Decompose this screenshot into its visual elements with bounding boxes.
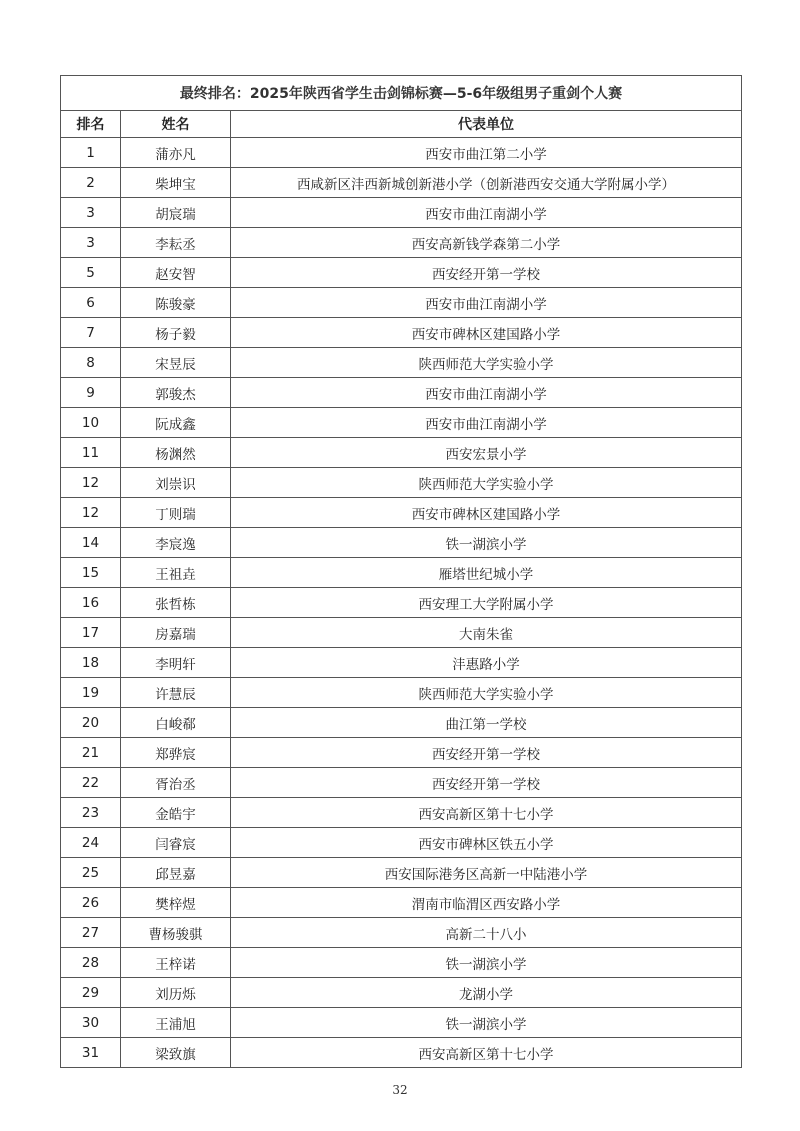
table-row <box>61 648 742 678</box>
table-row <box>61 708 742 738</box>
unit-cell: 西安国际港务区高新一中陆港小学 <box>231 858 742 888</box>
table-header-row <box>61 111 742 138</box>
unit-cell: 西安高新钱学森第二小学 <box>231 228 742 258</box>
name-cell: 金皓宇 <box>121 798 231 828</box>
name-cell: 梁致旗 <box>121 1038 231 1068</box>
table-row <box>61 828 742 858</box>
unit-cell: 陕西师范大学实验小学 <box>231 678 742 708</box>
table-row <box>61 438 742 468</box>
rank-cell: 31 <box>61 1038 121 1068</box>
name-cell: 李明轩 <box>121 648 231 678</box>
unit-cell: 西安宏景小学 <box>231 438 742 468</box>
unit-cell: 西安市曲江南湖小学 <box>231 378 742 408</box>
rank-cell: 24 <box>61 828 121 858</box>
unit-cell: 西安高新区第十七小学 <box>231 1038 742 1068</box>
rank-cell: 23 <box>61 798 121 828</box>
rank-cell: 20 <box>61 708 121 738</box>
unit-cell: 西安市曲江第二小学 <box>231 138 742 168</box>
rank-cell: 14 <box>61 528 121 558</box>
unit-cell: 铁一湖滨小学 <box>231 528 742 558</box>
header-name: 姓名 <box>121 111 231 138</box>
table-row <box>61 618 742 648</box>
unit-cell: 龙湖小学 <box>231 978 742 1008</box>
name-cell: 胥治丞 <box>121 768 231 798</box>
rank-cell: 22 <box>61 768 121 798</box>
unit-cell: 西安市曲江南湖小学 <box>231 288 742 318</box>
rank-cell: 30 <box>61 1008 121 1038</box>
rank-cell: 19 <box>61 678 121 708</box>
table-row <box>61 678 742 708</box>
name-cell: 杨渊然 <box>121 438 231 468</box>
table-title-row <box>61 76 742 111</box>
name-cell: 郑骅宸 <box>121 738 231 768</box>
name-cell: 胡宸瑞 <box>121 198 231 228</box>
rank-cell: 27 <box>61 918 121 948</box>
name-cell: 柴坤宝 <box>121 168 231 198</box>
table-row <box>61 468 742 498</box>
name-cell: 丁则瑞 <box>121 498 231 528</box>
rank-cell: 29 <box>61 978 121 1008</box>
unit-cell: 陕西师范大学实验小学 <box>231 348 742 378</box>
unit-cell: 曲江第一学校 <box>231 708 742 738</box>
name-cell: 赵安智 <box>121 258 231 288</box>
table-row <box>61 198 742 228</box>
name-cell: 蒲亦凡 <box>121 138 231 168</box>
rank-cell: 3 <box>61 228 121 258</box>
rank-cell: 5 <box>61 258 121 288</box>
table-row <box>61 858 742 888</box>
table-title: 最终排名：2025年陕西省学生击剑锦标赛—5-6年级组男子重剑个人赛 <box>61 76 742 111</box>
table-row <box>61 168 742 198</box>
table-row <box>61 768 742 798</box>
unit-cell: 高新二十八小 <box>231 918 742 948</box>
name-cell: 白峻郗 <box>121 708 231 738</box>
unit-cell: 铁一湖滨小学 <box>231 1008 742 1038</box>
page-number: 32 <box>392 1083 408 1097</box>
unit-cell: 大南朱雀 <box>231 618 742 648</box>
unit-cell: 西安市曲江南湖小学 <box>231 198 742 228</box>
name-cell: 刘历烁 <box>121 978 231 1008</box>
unit-cell: 西安经开第一学校 <box>231 768 742 798</box>
name-cell: 陈骏豪 <box>121 288 231 318</box>
table-row <box>61 348 742 378</box>
header-rank: 排名 <box>61 111 121 138</box>
unit-cell: 沣惠路小学 <box>231 648 742 678</box>
table-row <box>61 978 742 1008</box>
rank-cell: 11 <box>61 438 121 468</box>
unit-cell: 铁一湖滨小学 <box>231 948 742 978</box>
unit-cell: 西安理工大学附属小学 <box>231 588 742 618</box>
rank-cell: 28 <box>61 948 121 978</box>
unit-cell: 西安经开第一学校 <box>231 738 742 768</box>
unit-cell: 西安市碑林区建国路小学 <box>231 318 742 348</box>
name-cell: 王浦旭 <box>121 1008 231 1038</box>
name-cell: 张哲栋 <box>121 588 231 618</box>
rank-cell: 1 <box>61 138 121 168</box>
rank-cell: 3 <box>61 198 121 228</box>
rank-cell: 15 <box>61 558 121 588</box>
table-row <box>61 588 742 618</box>
table-row <box>61 798 742 828</box>
table-row <box>61 1038 742 1068</box>
rank-cell: 6 <box>61 288 121 318</box>
unit-cell: 雁塔世纪城小学 <box>231 558 742 588</box>
rank-cell: 21 <box>61 738 121 768</box>
rank-cell: 16 <box>61 588 121 618</box>
table-row <box>61 258 742 288</box>
ranking-table <box>60 75 742 1068</box>
table-row <box>61 918 742 948</box>
name-cell: 宋昱辰 <box>121 348 231 378</box>
name-cell: 闫睿宸 <box>121 828 231 858</box>
rank-cell: 18 <box>61 648 121 678</box>
name-cell: 曹杨骏骐 <box>121 918 231 948</box>
table-row <box>61 408 742 438</box>
name-cell: 王梓诺 <box>121 948 231 978</box>
table-body <box>61 138 742 1068</box>
name-cell: 郭骏杰 <box>121 378 231 408</box>
unit-cell: 陕西师范大学实验小学 <box>231 468 742 498</box>
name-cell: 许慧辰 <box>121 678 231 708</box>
table-row <box>61 738 742 768</box>
table-row <box>61 528 742 558</box>
unit-cell: 西安市碑林区铁五小学 <box>231 828 742 858</box>
rank-cell: 2 <box>61 168 121 198</box>
name-cell: 樊梓煜 <box>121 888 231 918</box>
rank-cell: 25 <box>61 858 121 888</box>
rank-cell: 17 <box>61 618 121 648</box>
rank-cell: 26 <box>61 888 121 918</box>
name-cell: 阮成鑫 <box>121 408 231 438</box>
table-row <box>61 558 742 588</box>
table-row <box>61 888 742 918</box>
header-unit: 代表单位 <box>231 111 742 138</box>
name-cell: 刘崇识 <box>121 468 231 498</box>
name-cell: 邱昱嘉 <box>121 858 231 888</box>
rank-cell: 12 <box>61 498 121 528</box>
name-cell: 杨子毅 <box>121 318 231 348</box>
unit-cell: 西安高新区第十七小学 <box>231 798 742 828</box>
rank-cell: 10 <box>61 408 121 438</box>
unit-cell: 西安市曲江南湖小学 <box>231 408 742 438</box>
name-cell: 房嘉瑞 <box>121 618 231 648</box>
table-row <box>61 138 742 168</box>
rank-cell: 8 <box>61 348 121 378</box>
name-cell: 王祖垚 <box>121 558 231 588</box>
unit-cell: 西安经开第一学校 <box>231 258 742 288</box>
rank-cell: 9 <box>61 378 121 408</box>
rank-cell: 7 <box>61 318 121 348</box>
table-row <box>61 228 742 258</box>
name-cell: 李宸逸 <box>121 528 231 558</box>
unit-cell: 渭南市临渭区西安路小学 <box>231 888 742 918</box>
rank-cell: 12 <box>61 468 121 498</box>
unit-cell: 西安市碑林区建国路小学 <box>231 498 742 528</box>
unit-cell: 西咸新区沣西新城创新港小学（创新港西安交通大学附属小学） <box>231 168 742 198</box>
table-row <box>61 1008 742 1038</box>
name-cell: 李耘丞 <box>121 228 231 258</box>
table-row <box>61 288 742 318</box>
table-row <box>61 378 742 408</box>
table-row <box>61 318 742 348</box>
table-row <box>61 498 742 528</box>
table-row <box>61 948 742 978</box>
